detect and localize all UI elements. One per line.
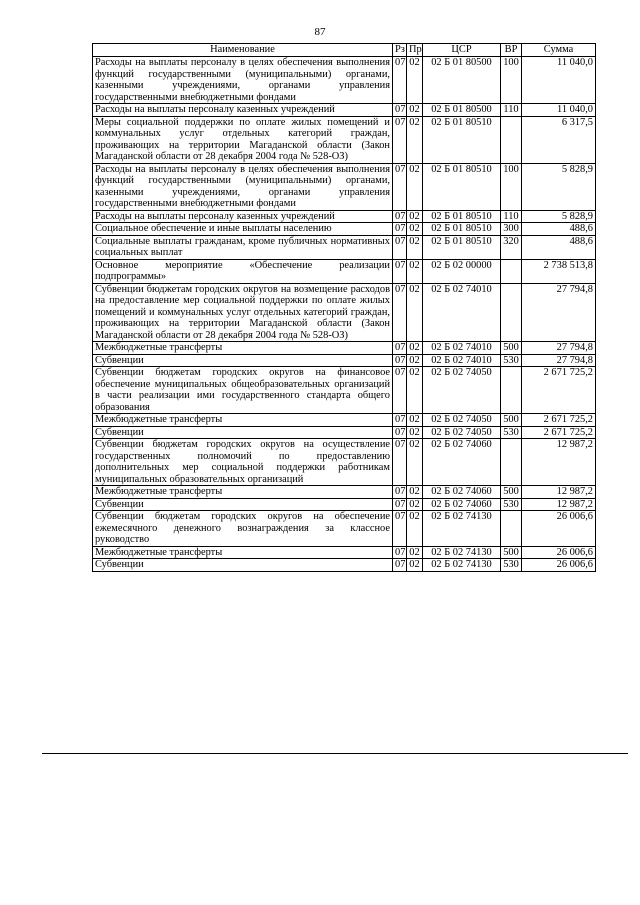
cell-vr: 320 xyxy=(501,235,522,259)
table-row xyxy=(93,223,596,236)
cell-name: Межбюджетные трансферты xyxy=(93,342,393,355)
table-row xyxy=(93,354,596,367)
cell-csr: 02 Б 01 80510 xyxy=(423,163,501,210)
header-rz: Рз xyxy=(393,44,407,57)
table-row xyxy=(93,259,596,283)
cell-sum: 2 671 725,2 xyxy=(522,367,596,414)
table-body xyxy=(93,57,596,572)
cell-csr: 02 Б 02 74010 xyxy=(423,354,501,367)
cell-rz: 07 xyxy=(393,342,407,355)
cell-pr: 02 xyxy=(407,223,423,236)
cell-vr xyxy=(501,439,522,486)
cell-sum: 12 987,2 xyxy=(522,498,596,511)
cell-pr: 02 xyxy=(407,511,423,547)
table-row xyxy=(93,511,596,547)
table-row xyxy=(93,104,596,117)
cell-rz: 07 xyxy=(393,439,407,486)
table-row xyxy=(93,342,596,355)
cell-csr: 02 Б 02 74050 xyxy=(423,414,501,427)
cell-rz: 07 xyxy=(393,116,407,163)
cell-rz: 07 xyxy=(393,367,407,414)
cell-vr: 530 xyxy=(501,498,522,511)
cell-sum: 488,6 xyxy=(522,235,596,259)
cell-vr: 100 xyxy=(501,163,522,210)
cell-vr: 530 xyxy=(501,559,522,572)
cell-rz: 07 xyxy=(393,210,407,223)
cell-pr: 02 xyxy=(407,57,423,104)
cell-sum: 5 828,9 xyxy=(522,163,596,210)
cell-name: Социальные выплаты гражданам, кроме публичных нормативных социальных выплат xyxy=(93,235,393,259)
cell-csr: 02 Б 02 74050 xyxy=(423,426,501,439)
cell-rz: 07 xyxy=(393,511,407,547)
cell-vr: 530 xyxy=(501,354,522,367)
cell-sum: 27 794,8 xyxy=(522,354,596,367)
cell-name: Субвенции xyxy=(93,559,393,572)
cell-name: Субвенции бюджетам городских округов на возмещение расходов на предоставление мер социальной поддержки по оплате жилых помещений и коммунальных услуг отдельных категорий граждан, проживающих на территории Магаданской области (Закон Магаданской области от 28 декабря 2004 года № 528-ОЗ) xyxy=(93,283,393,342)
cell-name: Расходы на выплаты персоналу казенных учреждений xyxy=(93,104,393,117)
cell-csr: 02 Б 02 74010 xyxy=(423,283,501,342)
cell-sum: 26 006,6 xyxy=(522,511,596,547)
cell-sum: 27 794,8 xyxy=(522,342,596,355)
cell-vr: 500 xyxy=(501,546,522,559)
cell-csr: 02 Б 02 74060 xyxy=(423,486,501,499)
cell-pr: 02 xyxy=(407,210,423,223)
cell-sum: 5 828,9 xyxy=(522,210,596,223)
cell-csr: 02 Б 02 74130 xyxy=(423,559,501,572)
cell-rz: 07 xyxy=(393,163,407,210)
cell-sum: 27 794,8 xyxy=(522,283,596,342)
cell-rz: 07 xyxy=(393,104,407,117)
cell-pr: 02 xyxy=(407,439,423,486)
cell-name: Меры социальной поддержки по оплате жилых помещений и коммунальных услуг отдельных категорий граждан, проживающих на территории Магаданской области (Закон Магаданской области от 28 декабря 2004 года № 528-ОЗ) xyxy=(93,116,393,163)
cell-pr: 02 xyxy=(407,559,423,572)
cell-name: Субвенции бюджетам городских округов на финансовое обеспечение муниципальных общеобразовательных организаций в части реализации ими государственного стандарта общего образования xyxy=(93,367,393,414)
header-csr: ЦСР xyxy=(423,44,501,57)
cell-pr: 02 xyxy=(407,104,423,117)
cell-csr: 02 Б 01 80510 xyxy=(423,116,501,163)
budget-table xyxy=(92,43,596,572)
table-row xyxy=(93,283,596,342)
cell-rz: 07 xyxy=(393,559,407,572)
cell-rz: 07 xyxy=(393,426,407,439)
cell-sum: 488,6 xyxy=(522,223,596,236)
cell-name: Субвенции бюджетам городских округов на обеспечение ежемесячного денежного вознаграждения за классное руководство xyxy=(93,511,393,547)
cell-csr: 02 Б 01 80500 xyxy=(423,57,501,104)
table-row xyxy=(93,367,596,414)
cell-pr: 02 xyxy=(407,354,423,367)
cell-vr: 500 xyxy=(501,342,522,355)
cell-rz: 07 xyxy=(393,235,407,259)
cell-vr: 500 xyxy=(501,414,522,427)
header-sum: Сумма xyxy=(522,44,596,57)
cell-rz: 07 xyxy=(393,498,407,511)
cell-name: Субвенции бюджетам городских округов на осуществление государственных полномочий по предоставлению дополнительных мер социальной поддержки работникам муниципальных образовательных организаций xyxy=(93,439,393,486)
cell-vr: 110 xyxy=(501,210,522,223)
cell-rz: 07 xyxy=(393,57,407,104)
cell-sum: 26 006,6 xyxy=(522,559,596,572)
cell-csr: 02 Б 02 74130 xyxy=(423,546,501,559)
cell-sum: 2 738 513,8 xyxy=(522,259,596,283)
cell-name: Расходы на выплаты персоналу в целях обеспечения выполнения функций государственными (муниципальными) органами, казенными учреждениями, органами управления государственными внебюджетными фондами xyxy=(93,163,393,210)
cell-sum: 11 040,0 xyxy=(522,104,596,117)
cell-pr: 02 xyxy=(407,367,423,414)
table-header-row xyxy=(93,44,596,57)
cell-csr: 02 Б 02 74130 xyxy=(423,511,501,547)
cell-name: Субвенции xyxy=(93,426,393,439)
cell-name: Межбюджетные трансферты xyxy=(93,414,393,427)
cell-sum: 6 317,5 xyxy=(522,116,596,163)
cell-rz: 07 xyxy=(393,259,407,283)
cell-sum: 26 006,6 xyxy=(522,546,596,559)
cell-rz: 07 xyxy=(393,546,407,559)
cell-csr: 02 Б 01 80510 xyxy=(423,223,501,236)
cell-name: Межбюджетные трансферты xyxy=(93,546,393,559)
table-row xyxy=(93,559,596,572)
cell-name: Расходы на выплаты персоналу в целях обеспечения выполнения функций государственными (муниципальными) органами, казенными учреждениями, органами управления государственными внебюджетными фондами xyxy=(93,57,393,104)
table-row xyxy=(93,426,596,439)
cell-csr: 02 Б 01 80510 xyxy=(423,210,501,223)
cell-name: Социальное обеспечение и иные выплаты населению xyxy=(93,223,393,236)
cell-pr: 02 xyxy=(407,546,423,559)
table-row xyxy=(93,163,596,210)
header-vr: ВР xyxy=(501,44,522,57)
cell-pr: 02 xyxy=(407,486,423,499)
cell-csr: 02 Б 02 74010 xyxy=(423,342,501,355)
cell-rz: 07 xyxy=(393,486,407,499)
cell-vr xyxy=(501,116,522,163)
cell-pr: 02 xyxy=(407,259,423,283)
cell-name: Расходы на выплаты персоналу казенных учреждений xyxy=(93,210,393,223)
table-row xyxy=(93,210,596,223)
cell-rz: 07 xyxy=(393,283,407,342)
cell-vr: 500 xyxy=(501,486,522,499)
cell-sum: 2 671 725,2 xyxy=(522,426,596,439)
cell-name: Субвенции xyxy=(93,498,393,511)
cell-sum: 11 040,0 xyxy=(522,57,596,104)
cell-sum: 12 987,2 xyxy=(522,486,596,499)
bottom-divider xyxy=(42,753,628,754)
cell-pr: 02 xyxy=(407,498,423,511)
cell-name: Межбюджетные трансферты xyxy=(93,486,393,499)
cell-csr: 02 Б 01 80510 xyxy=(423,235,501,259)
table-row xyxy=(93,235,596,259)
table-row xyxy=(93,439,596,486)
table-row xyxy=(93,414,596,427)
cell-vr xyxy=(501,259,522,283)
table-row xyxy=(93,116,596,163)
cell-pr: 02 xyxy=(407,414,423,427)
cell-csr: 02 Б 02 00000 xyxy=(423,259,501,283)
cell-csr: 02 Б 02 74060 xyxy=(423,439,501,486)
cell-vr xyxy=(501,511,522,547)
cell-rz: 07 xyxy=(393,414,407,427)
cell-vr xyxy=(501,367,522,414)
table-row xyxy=(93,57,596,104)
table-row xyxy=(93,546,596,559)
header-name: Наименование xyxy=(93,44,393,57)
cell-csr: 02 Б 02 74050 xyxy=(423,367,501,414)
page-number: 87 xyxy=(314,26,326,38)
cell-csr: 02 Б 02 74060 xyxy=(423,498,501,511)
cell-rz: 07 xyxy=(393,223,407,236)
cell-name: Субвенции xyxy=(93,354,393,367)
cell-vr: 300 xyxy=(501,223,522,236)
cell-pr: 02 xyxy=(407,342,423,355)
cell-name: Основное мероприятие «Обеспечение реализации подпрограммы» xyxy=(93,259,393,283)
cell-sum: 12 987,2 xyxy=(522,439,596,486)
cell-rz: 07 xyxy=(393,354,407,367)
table-row xyxy=(93,498,596,511)
header-pr: Пр xyxy=(407,44,423,57)
cell-vr xyxy=(501,283,522,342)
cell-vr: 110 xyxy=(501,104,522,117)
cell-pr: 02 xyxy=(407,283,423,342)
cell-vr: 530 xyxy=(501,426,522,439)
table-row xyxy=(93,486,596,499)
cell-vr: 100 xyxy=(501,57,522,104)
cell-pr: 02 xyxy=(407,235,423,259)
cell-pr: 02 xyxy=(407,116,423,163)
cell-pr: 02 xyxy=(407,426,423,439)
cell-sum: 2 671 725,2 xyxy=(522,414,596,427)
cell-pr: 02 xyxy=(407,163,423,210)
cell-csr: 02 Б 01 80500 xyxy=(423,104,501,117)
